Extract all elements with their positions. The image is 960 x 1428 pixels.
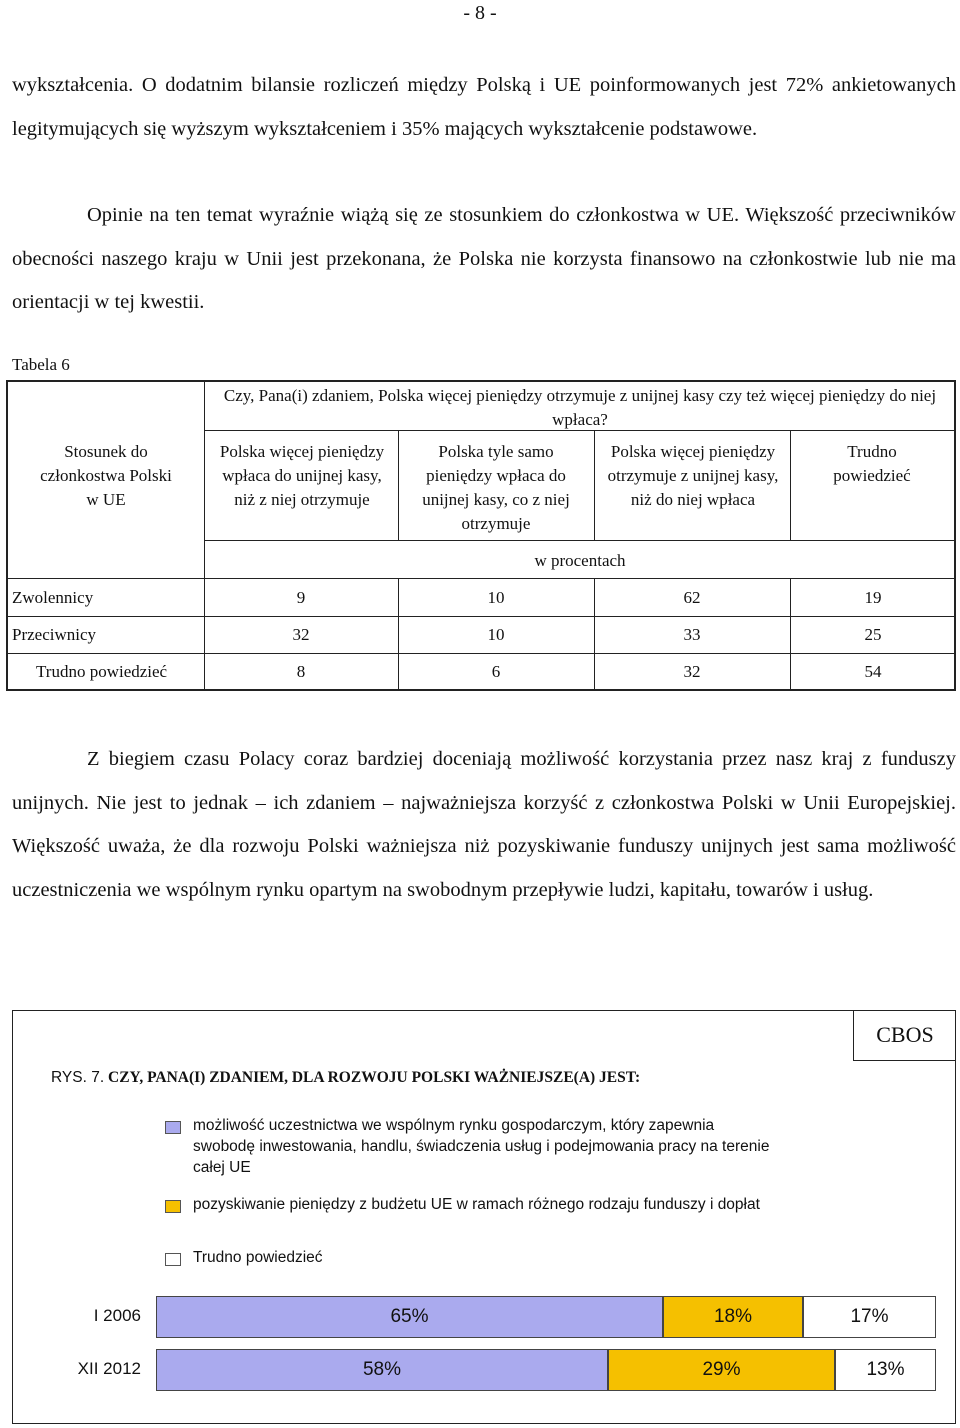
bar-segment: 13% [835, 1349, 936, 1391]
table-cell: 8 [296, 662, 306, 681]
paragraph-2: Opinie na ten temat wyraźnie wiążą się ze stosunkiem do członkostwa w UE. Większość przeciwników obecności naszego kraju w Unii jest przekonana, że Polska nie korzysta finansowo na członkostwie lub nie ma orientacji w tej kwestii. [12, 204, 956, 313]
source-label: CBOS [853, 1010, 956, 1061]
column-header-1: Polska więcej pieniędzy wpłaca do unijnej kasy, niż z niej otrzymuje [219, 442, 385, 509]
table-cell: 10 [487, 588, 505, 607]
bar-segment: 65% [156, 1296, 663, 1338]
bar-segment: 58% [156, 1349, 608, 1391]
paragraph-1: wykształcenia. O dodatnim bilansie rozliczeń między Polską i UE poinformowanych jest 72% ankietowanych legitymujących się wyższym wykształceniem i 35% mających wykształcenie podstawowe. [12, 74, 956, 140]
table-cell: 32 [292, 625, 310, 644]
row-label: Przeciwnicy [12, 625, 97, 644]
category-label: I 2006 [93, 1306, 141, 1325]
table-caption: Tabela 6 [12, 355, 70, 374]
table-cell: 32 [683, 662, 701, 681]
legend-label-2: pozyskiwanie pieniędzy z budżetu UE w ramach różnego rodzaju funduszy i dopłat [193, 1196, 760, 1213]
figure-frame [12, 1010, 956, 1424]
legend-label-1: możliwość uczestnictwa we wspólnym rynku gospodarczym, który zapewnia swobodę inwestowania, handlu, świadczenia usług i podejmowania pracy na terenie całej UE [193, 1117, 770, 1176]
table-cell: 54 [864, 662, 882, 681]
stacked-bar-chart [13, 1011, 955, 1423]
legend-label-3: Trudno powiedzieć [193, 1249, 323, 1266]
column-header-4: Trudno powiedzieć [833, 442, 911, 485]
column-header-3: Polska więcej pieniędzy otrzymuje z unijnej kasy, niż do niej wpłaca [607, 442, 779, 509]
category-label: XII 2012 [77, 1359, 141, 1378]
table-cell: 33 [683, 625, 701, 644]
table-cell: 62 [683, 588, 701, 607]
row-label: Zwolennicy [12, 588, 94, 607]
table-question: Czy, Pana(i) zdaniem, Polska więcej pieniędzy otrzymuje z unijnej kasy czy też więcej pieniędzy do niej wpłaca? [223, 386, 937, 429]
paragraph-3: Z biegiem czasu Polacy coraz bardziej doceniają możliwość korzystania przez nasz kraj z funduszy unijnych. Nie jest to jednak – ich zdaniem – najważniejsza korzyść z członkostwa Polski w Unii Europejskiej. Większość uważa, że dla rozwoju Polski ważniejsza niż pozyskiwanie funduszy unijnych jest sama możliwość uczestniczenia we wspólnym rynku opartym na swobodnym przepływie ludzi, kapitału, towarów i usług. [12, 748, 956, 901]
row-label: Trudno powiedzieć [36, 662, 168, 681]
table-unit: w procentach [534, 551, 626, 570]
bar-segment: 29% [608, 1349, 835, 1391]
table-cell: 9 [296, 588, 306, 607]
bar-segment: 18% [663, 1296, 803, 1338]
table-cell: 10 [487, 625, 505, 644]
table-cell: 6 [491, 662, 501, 681]
table-row-header: Stosunek do członkostwa Polski w UE [40, 442, 172, 509]
figure-label: RYS. 7. [51, 1069, 105, 1086]
column-header-2: Polska tyle samo pieniędzy wpłaca do unijnej kasy, co z niej otrzymuje [422, 442, 570, 533]
table-cell: 25 [864, 625, 882, 644]
data-table [6, 380, 956, 691]
figure-question: CZY, PANA(I) ZDANIEM, DLA ROZWOJU POLSKI WAŻNIEJSZE(A) JEST: [108, 1069, 641, 1086]
page-number: - 8 - [463, 2, 497, 24]
table-cell: 19 [864, 588, 882, 607]
bar-segment: 17% [803, 1296, 936, 1338]
